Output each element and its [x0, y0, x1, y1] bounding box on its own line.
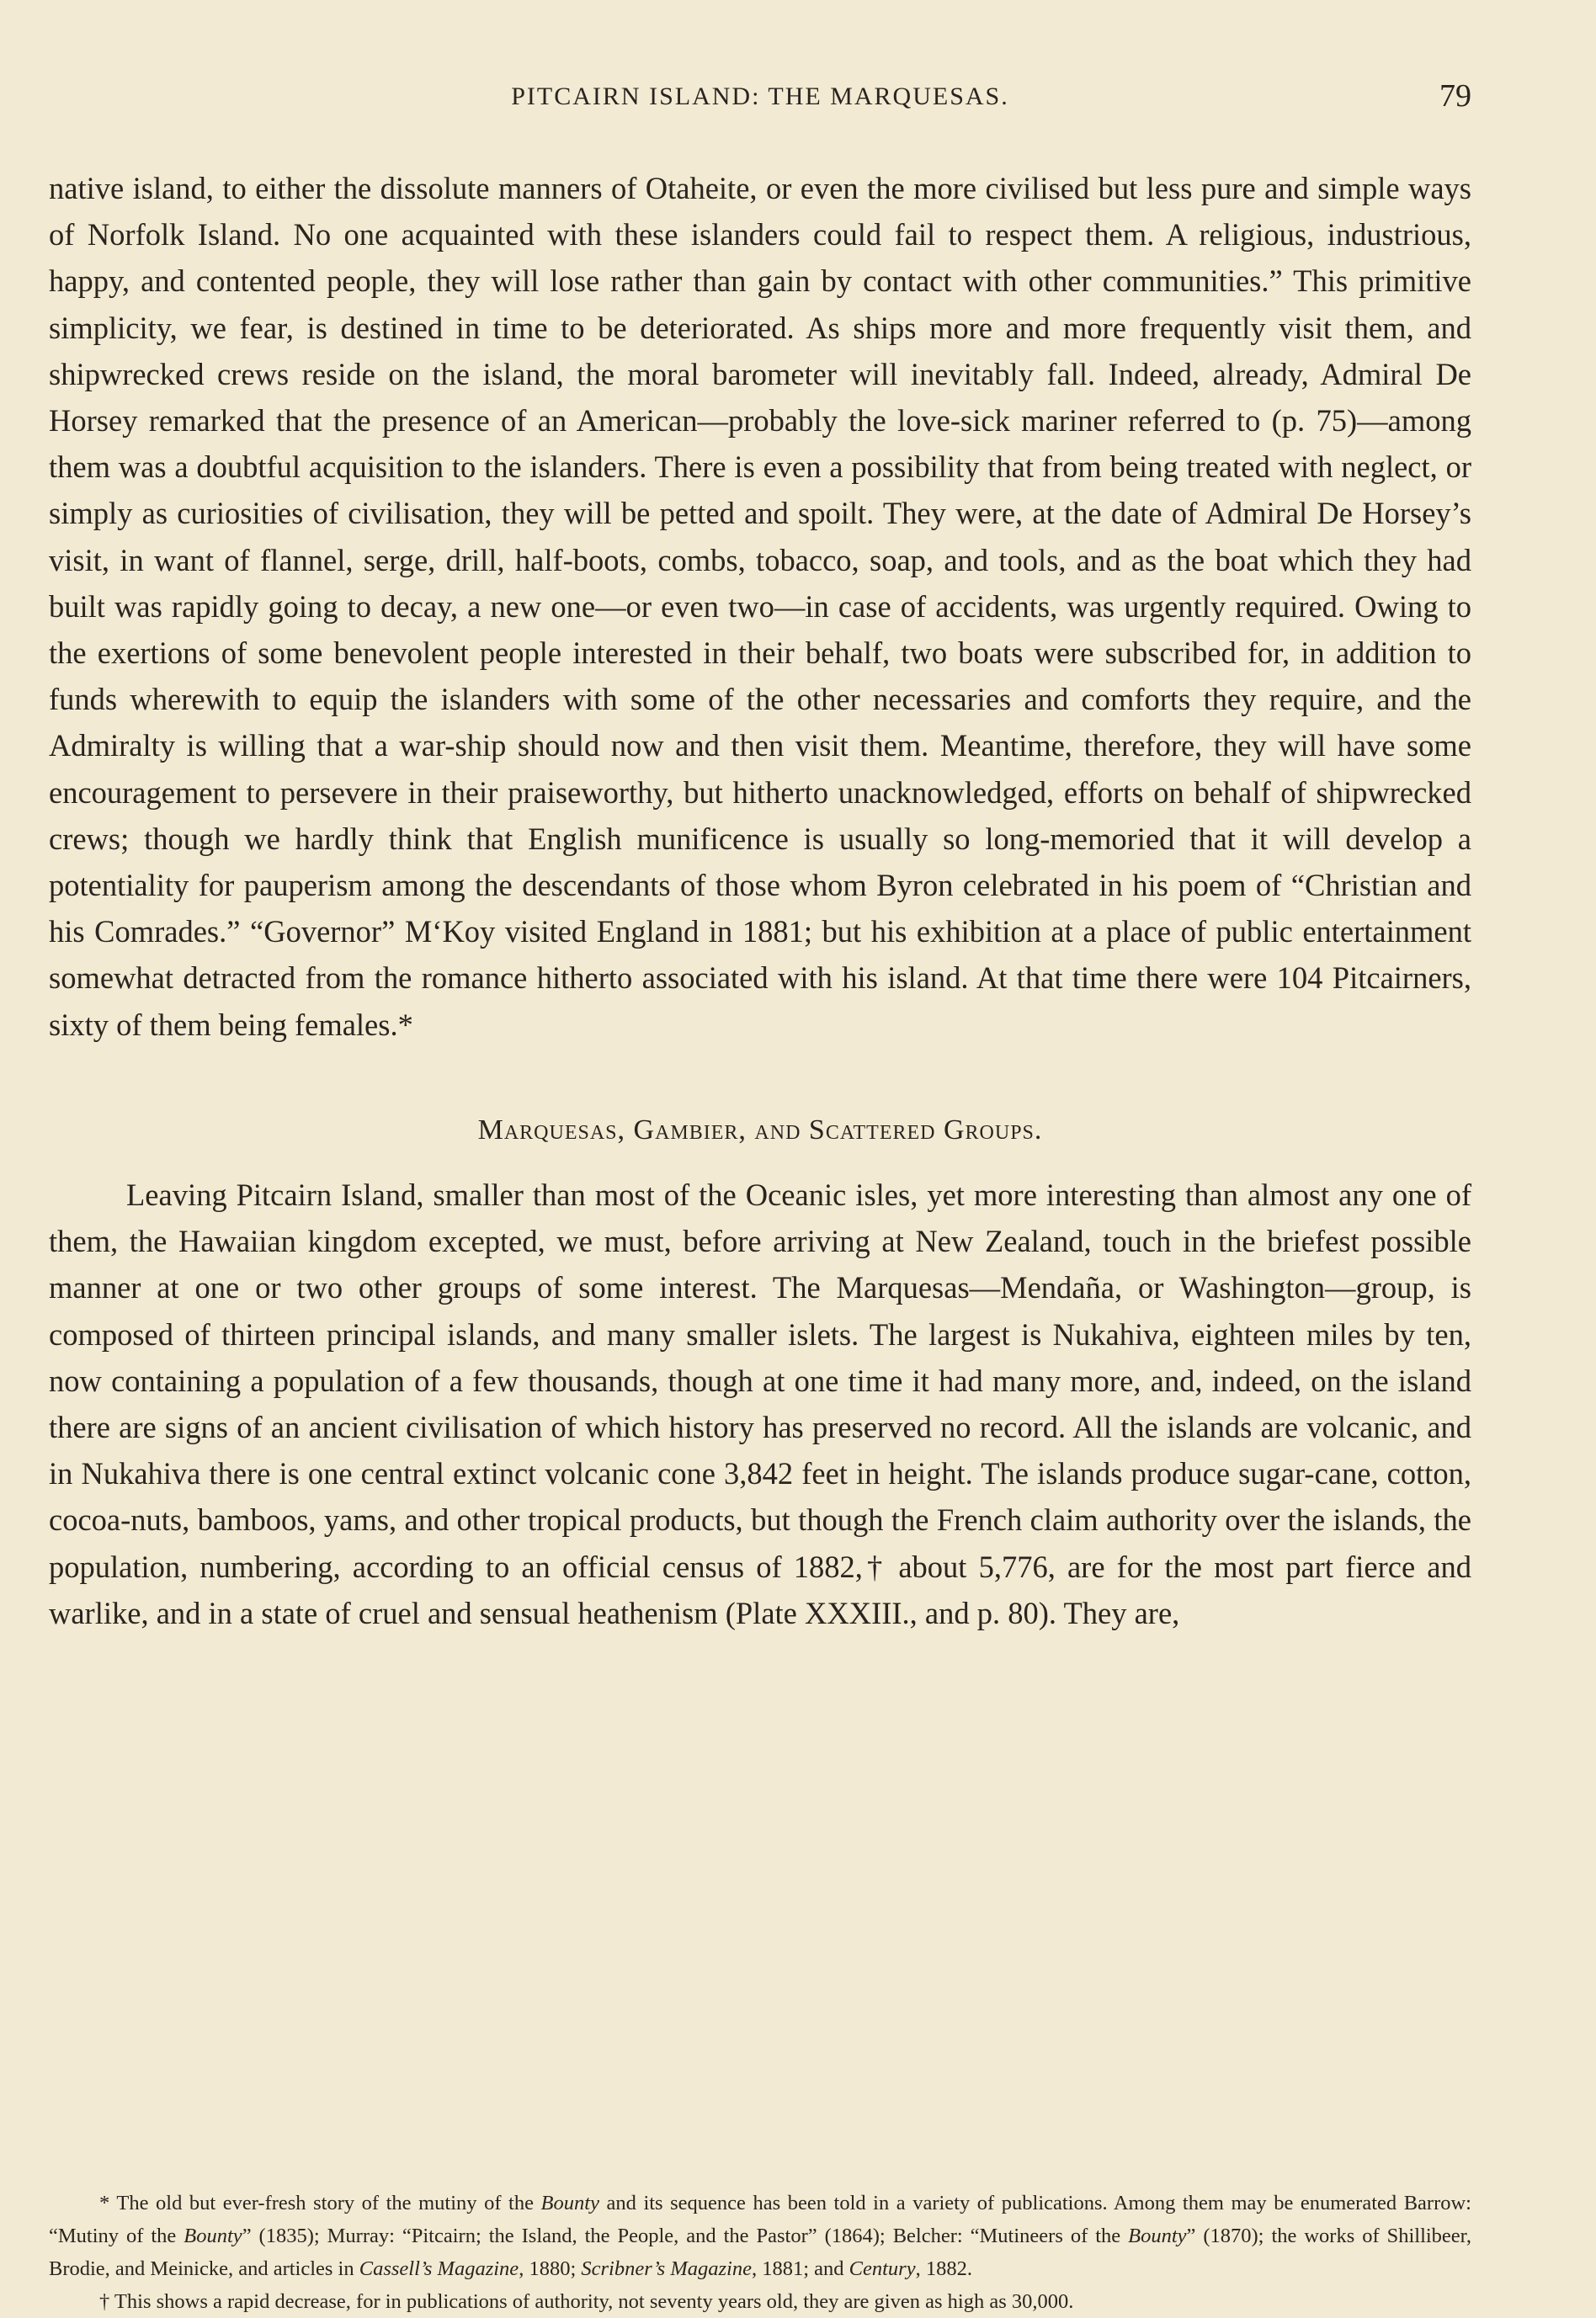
body-text [49, 165, 1471, 1636]
fn1-text-g: , 1882. [915, 2257, 972, 2280]
fn1-bounty-3: Bounty [1128, 2225, 1187, 2247]
fn1-text-d: ” (1870); the works of Shillibeer, Brodie, and Meinicke, and articles in [49, 2225, 1471, 2280]
fn1-bounty-2: Bounty [184, 2225, 242, 2247]
fn1-text-c: ” (1835); Murray: “Pitcairn; the Island, the People, and the Pastor” (1864); Belcher: “Mutineers of the [242, 2225, 1129, 2247]
footnotes [49, 2187, 1471, 2318]
page-number: 79 [1439, 78, 1471, 114]
fn1-bounty-1: Bounty [540, 2192, 599, 2214]
fn1-text-a: * The old but ever-fresh story of the mutiny of the [99, 2192, 541, 2214]
fn1-text-b: and its sequence has been told in a variety of publications. Among them may be enumerated Barrow: “Mutiny of the [49, 2192, 1471, 2247]
paragraph-pitcairn: native island, to either the dissolute manners of Otaheite, or even the more civilised but less pure and simple ways of Norfolk Island. No one acquainted with these islanders could fail to respect them. A religious, industrious, happy, and contented people, they will lose rather than gain by contact with other communities.” This primitive simplicity, we fear, is destined in time to be deteriorated. As ships more and more frequently visit them, and shipwrecked crews reside on the island, the moral barometer will inevitably fall. Indeed, already, Admiral De Horsey remarked that the presence of an American—probably the love-sick mariner referred to (p. 75)—among them was a doubtful acquisition to the islanders. There is even a possibility that from being treated with neglect, or simply as curiosities of civilisation, they will be petted and spoilt. They were, at the date of Admiral De Horsey’s visit, in want of flannel, serge, drill, half-boots, combs, tobacco, soap, and tools, and as the boat which they had built was rapidly going to decay, a new one—or even two—in case of accidents, was urgently required. Owing to the exertions of some benevolent people interested in their behalf, two boats were subscribed for, in addition to funds wherewith to equip the islanders with some of the other necessaries and comforts they require, and the Admiralty is willing that a war-ship should now and then visit them. Meantime, therefore, they will have some encouragement to persevere in their praiseworthy, but hitherto unacknowledged, efforts on behalf of shipwrecked crews; though we hardly think that English munificence is usually so long-memoried that it will develop a potentiality for pauperism among the descendants of those whom Byron celebrated in his poem of “Christian and his Comrades.” “Governor” M‘Koy visited England in 1881; but his exhibition at a place of public entertainment somewhat detracted from the romance hitherto associated with his island. At that time there were 104 Pitcairners, sixty of them being females.* [49, 171, 1471, 1042]
footnote-2: † This shows a rapid decrease, for in publications of authority, not seventy years old, they are given as high as 30,000. [99, 2290, 1074, 2313]
footnote-1 [49, 2187, 1471, 2285]
fn1-text-f: , 1881; and [751, 2257, 849, 2280]
fn1-cassell: Cassell’s Magazine [359, 2257, 519, 2280]
page-header [49, 78, 1471, 125]
paragraph-marquesas: Leaving Pitcairn Island, smaller than most of the Oceanic isles, yet more interesting than almost any one of them, the Hawaiian kingdom excepted, we must, before arriving at New Zealand, touch in the briefest possible manner at one or two other groups of some interest. The Marquesas—Mendaña, or Washington—group, is composed of thirteen principal islands, and many smaller islets. The largest is Nukahiva, eighteen miles by ten, now containing a population of a few thousands, though at one time it had many more, and, indeed, on the island there are signs of an ancient civilisation of which history has preserved no record. All the islands are volcanic, and in Nukahiva there is one central extinct volcanic cone 3,842 feet in height. The islands produce sugar-cane, cotton, cocoa-nuts, bamboos, yams, and other tropical products, but though the French claim authority over the islands, the population, numbering, according to an official census of 1882,† about 5,776, are for the most part fierce and warlike, and in a state of cruel and sensual heathenism (Plate XXXIII., and p. 80). They are, [49, 1178, 1471, 1630]
running-title: PITCAIRN ISLAND: THE MARQUESAS. [511, 82, 1009, 110]
section-heading: Marquesas, Gambier, and Scattered Groups. [477, 1114, 1043, 1146]
fn1-scribner: Scribner’s Magazine [581, 2257, 752, 2280]
fn1-century: Century [849, 2257, 916, 2280]
fn1-text-e: , 1880; [519, 2257, 582, 2280]
